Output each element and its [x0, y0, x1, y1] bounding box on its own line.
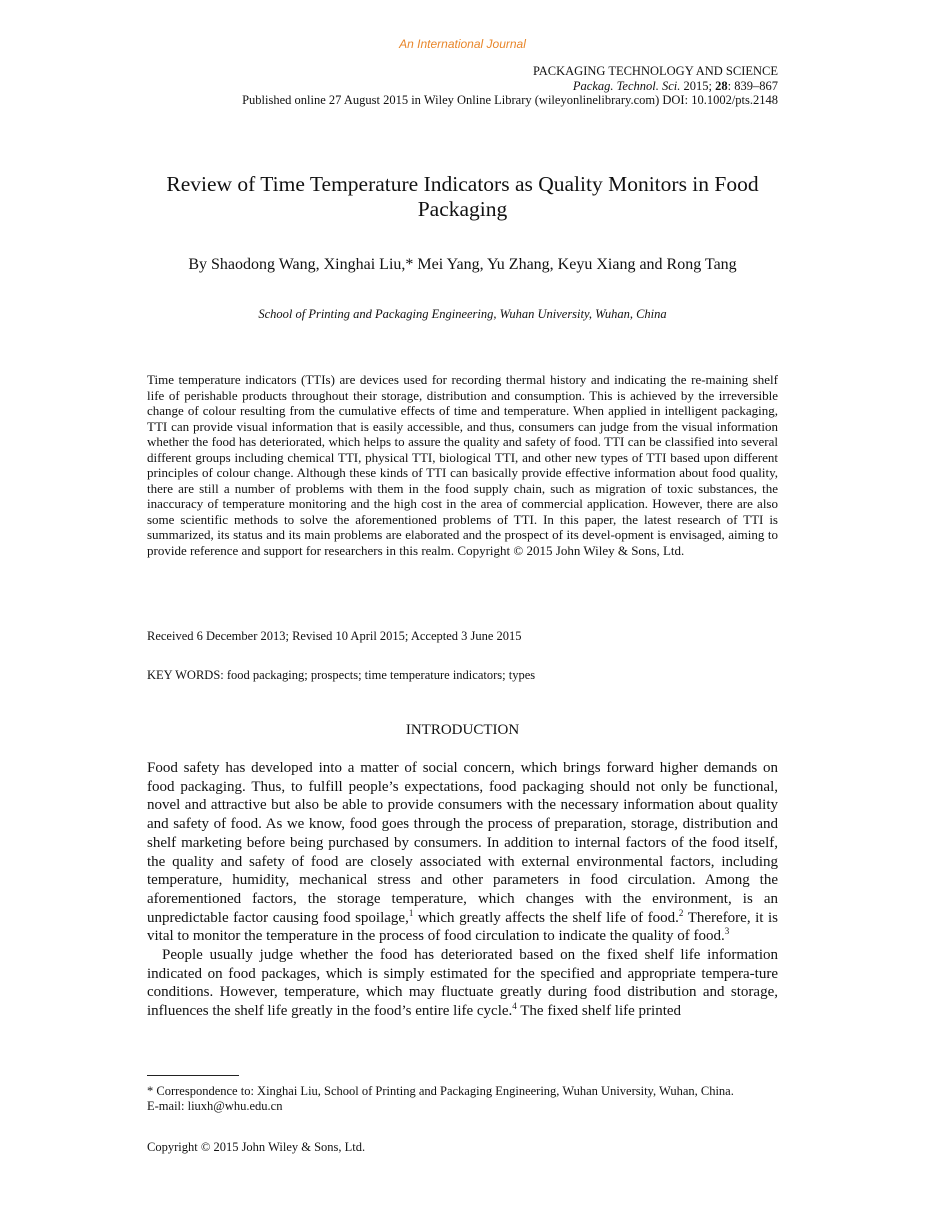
intro-p1-text-b: which greatly affects the shelf life of food.	[413, 909, 679, 926]
intro-p1-text-a: Food safety has developed into a matter of social concern, which brings forward higher demands on food packaging. Thus, to fulfill people’s expectations, food packaging should not only be functional, novel and attractive but also be able to provide consumers with the necessary information about quality and safety of food. As we know, food goes through the process of preparation, storage, distribution and shelf marketing before being purchased by consumers. In addition to internal factors of the food itself, the quality and safety of food are closely associated with external environmental factors, including temperature, humidity, mechanical stress and other parameters in food circulation. Among the aforementioned factors, the storage temperature, which changes with the environment, is an unpredictable factor causing food spoilage,	[147, 760, 778, 926]
keywords: KEY WORDS: food packaging; prospects; time temperature indicators; types	[147, 668, 536, 682]
journal-name: PACKAGING TECHNOLOGY AND SCIENCE	[532, 64, 778, 78]
email-line: E-mail: liuxh@whu.edu.cn	[147, 1099, 283, 1113]
reference-4: 4	[512, 1001, 517, 1012]
citation-abbrev: Packag. Technol. Sci.	[572, 78, 681, 93]
paper-title: Review of Time Temperature Indicators as Quality Monitors in Food Packaging	[166, 172, 759, 221]
citation-volume: 28	[715, 78, 728, 93]
journal-tagline: An International Journal	[399, 37, 526, 51]
footnote-divider	[147, 1075, 239, 1076]
citation-line	[242, 79, 778, 94]
author-list: By Shaodong Wang, Xinghai Liu,* Mei Yang, Yu Zhang, Keyu Xiang and Rong Tang	[188, 256, 737, 273]
intro-p2-text-b: The fixed shelf life printed	[516, 1003, 682, 1020]
journal-header	[242, 64, 778, 108]
abstract: Time temperature indicators (TTIs) are devices used for recording thermal history and indicating the re-maining shelf life of perishable products throughout their storage, distribution and consumption. This is achieved by the irreversible change of colour resulting from the cumulative effects of time and temperature. When applied in intelligent packaging, TTI can provide visual information that is easily accessible, and thus, consumers can judge from the visual information whether the food has deteriorated, which helps to assure the quality and safety of food. TTI can be classified into several different groups including chemical TTI, physical TTI, biological TTI, and other new types of TTI based upon different principles of colour change. Although these kinds of TTI can basically provide effective information about food quality, there are still a number of problems with them in the food supply chain, such as migration of toxic substances, the inaccuracy of temperature monitoring and the high cost in the area of commercial application. However, there are also some scientific methods to solve the aforementioned problems of TTI. In this paper, the latest research of TTI is summarized, its status and its main problems are elaborated and the prospect of its devel-opment is envisaged, aiming to provide reference and support for researchers in this realm. Copyright © 2015 John Wiley & Sons, Ltd.	[147, 372, 778, 558]
citation-year: 2015;	[683, 78, 713, 93]
intro-p1-text-c: Therefore, it is vital to monitor the temperature in the process of food circulation to indicate the quality of food.	[147, 909, 778, 945]
reference-3: 3	[724, 926, 730, 937]
published-online-line: Published online 27 August 2015 in Wiley Online Library (wileyonlinelibrary.com) DOI: 10.1002/pts.2148	[242, 93, 778, 107]
copyright-notice: Copyright © 2015 John Wiley & Sons, Ltd.	[147, 1140, 366, 1154]
received-dates: Received 6 December 2013; Revised 10 April 2015; Accepted 3 June 2015	[147, 629, 522, 643]
reference-1: 1	[408, 907, 414, 918]
intro-paragraph	[147, 759, 778, 946]
introduction-body	[147, 759, 778, 1021]
reference-2: 2	[678, 907, 684, 918]
correspondence-footnote	[147, 1084, 778, 1114]
affiliation: School of Printing and Packaging Engineering, Wuhan University, Wuhan, China	[258, 307, 667, 321]
section-heading-introduction: INTRODUCTION	[405, 722, 520, 738]
citation-pages: : 839–867	[727, 78, 778, 93]
intro-p2-text-a: People usually judge whether the food has deteriorated based on the fixed shelf life information indicated on food packages, which is simply estimated for the specified and appropriate tempera-ture conditions. However, temperature, which may fluctuate greatly during food distribution and storage, influences the shelf life greatly in the food’s entire life cycle.	[147, 947, 778, 1020]
intro-paragraph	[147, 946, 778, 1021]
correspondence-line: * Correspondence to: Xinghai Liu, School of Printing and Packaging Engineering, Wuhan University, Wuhan, China.	[147, 1084, 734, 1098]
